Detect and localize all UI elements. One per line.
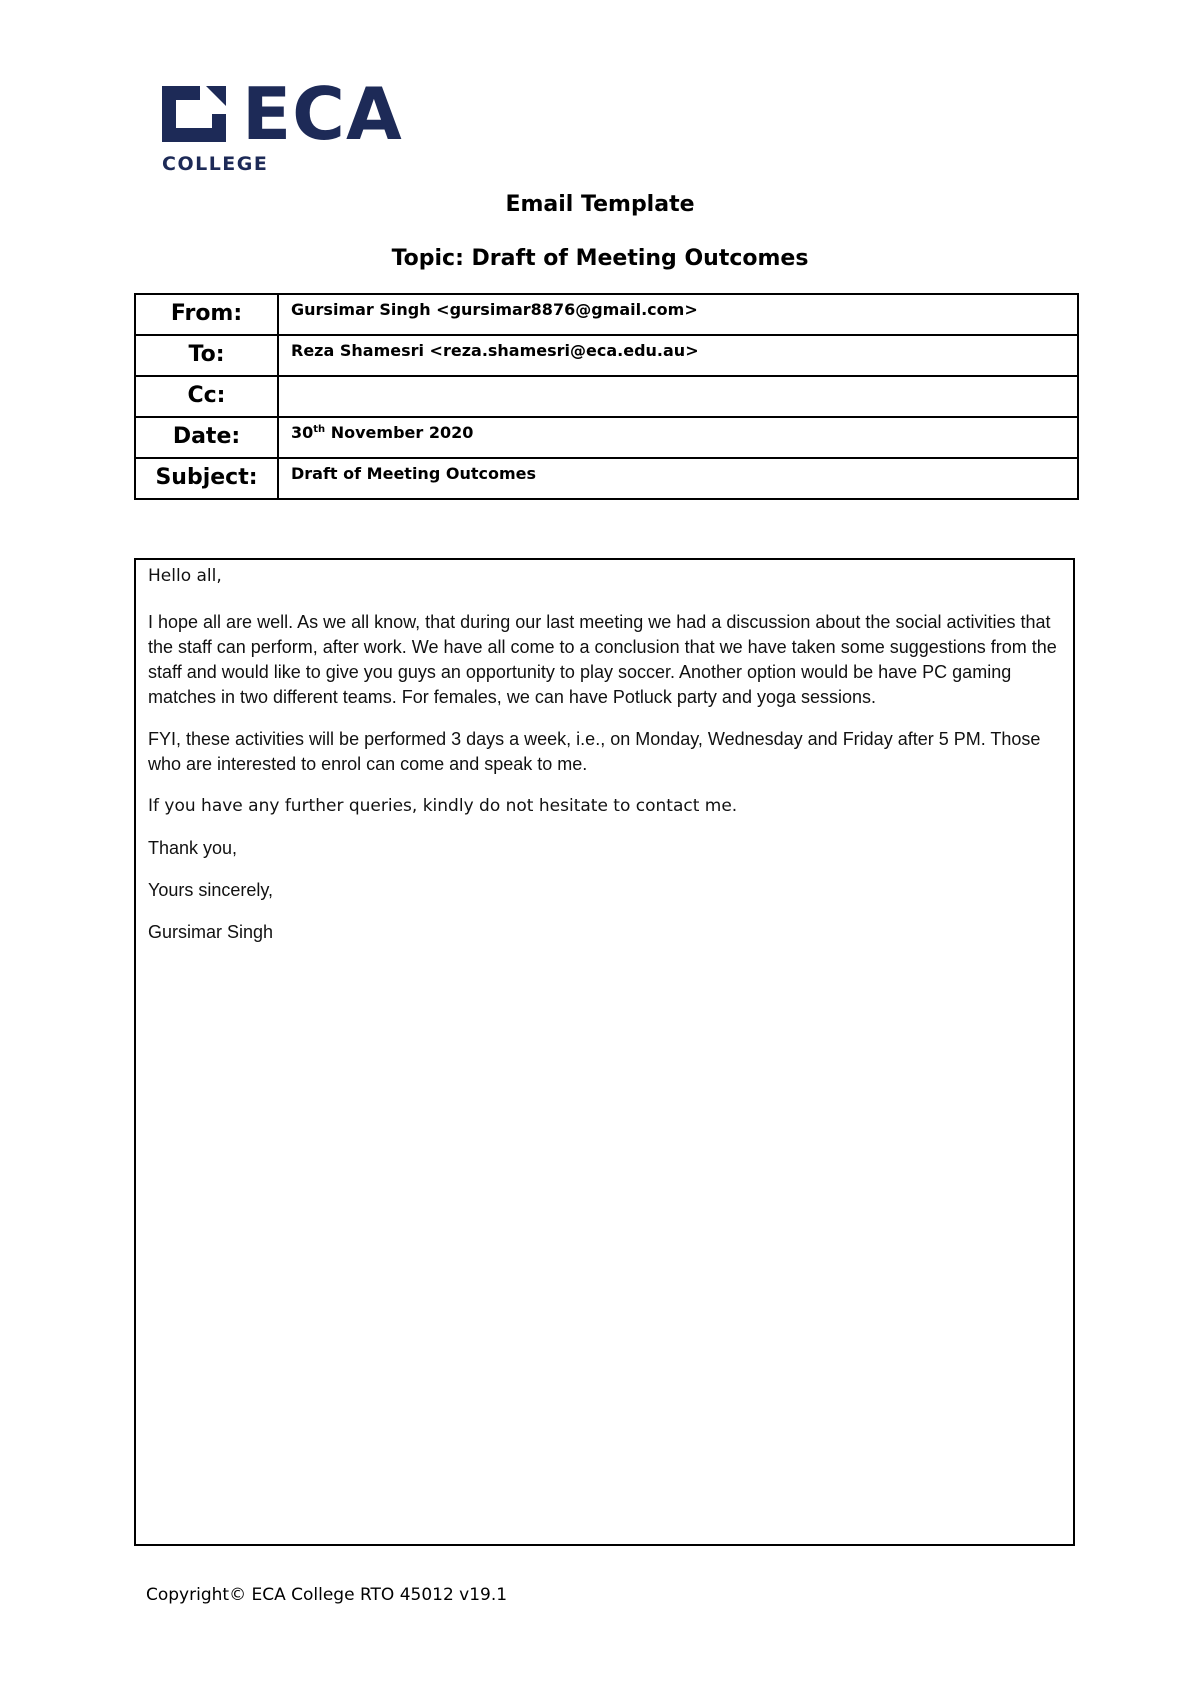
cc-field[interactable] [278, 376, 1078, 417]
subject-row [135, 458, 1078, 499]
from-field[interactable]: Gursimar Singh <gursimar8876@gmail.com> [278, 294, 1078, 335]
date-label: Date: [135, 417, 278, 458]
body-closing: Yours sincerely, [148, 880, 274, 900]
to-row [135, 335, 1078, 376]
logo-wordmark: ECA [242, 72, 403, 156]
email-header-table [134, 293, 1079, 500]
copyright-footer: Copyright© ECA College RTO 45012 v19.1 [146, 1585, 508, 1605]
body-paragraph-1: I hope all are well. As we all know, that during our last meeting we had a discussion about the social activities that the staff can perform, after work. We have all come to a conclusion that we have taken some suggestions from the staff and would like to give you guys an opportunity to play soccer. Another option would be have PC gaming matches in two different teams. For females, we can have Potluck party and yoga sessions. [148, 612, 1057, 707]
document-topic: Topic: Draft of Meeting Outcomes [391, 246, 809, 271]
date-field[interactable] [278, 417, 1078, 458]
subject-label: Subject: [135, 458, 278, 499]
date-rest: November 2020 [325, 423, 474, 442]
to-field[interactable]: Reza Shamesri <reza.shamesri@eca.edu.au> [278, 335, 1078, 376]
cc-row [135, 376, 1078, 417]
body-signature: Gursimar Singh [148, 922, 274, 942]
subject-field[interactable]: Draft of Meeting Outcomes [278, 458, 1078, 499]
date-day: 30 [291, 423, 314, 442]
logo-subtitle: COLLEGE [162, 153, 269, 175]
cc-label: Cc: [135, 376, 278, 417]
from-label: From: [135, 294, 278, 335]
body-thanks: Thank you, [148, 838, 238, 858]
body-paragraph-3: If you have any further queries, kindly do not hesitate to contact me. [148, 796, 738, 816]
email-body-box[interactable] [134, 558, 1075, 1546]
body-paragraph-2: FYI, these activities will be performed 3 days a week, i.e., on Monday, Wednesday and Friday after 5 PM. Those who are interested to enrol can come and speak to me. [148, 729, 1041, 774]
date-suffix: th [313, 424, 326, 435]
body-greeting: Hello all, [148, 566, 222, 586]
document-title: Email Template [505, 192, 695, 217]
eca-logo-mark-icon [162, 86, 226, 142]
from-row [135, 294, 1078, 335]
date-row [135, 417, 1078, 458]
eca-college-logo [160, 72, 430, 178]
to-label: To: [135, 335, 278, 376]
